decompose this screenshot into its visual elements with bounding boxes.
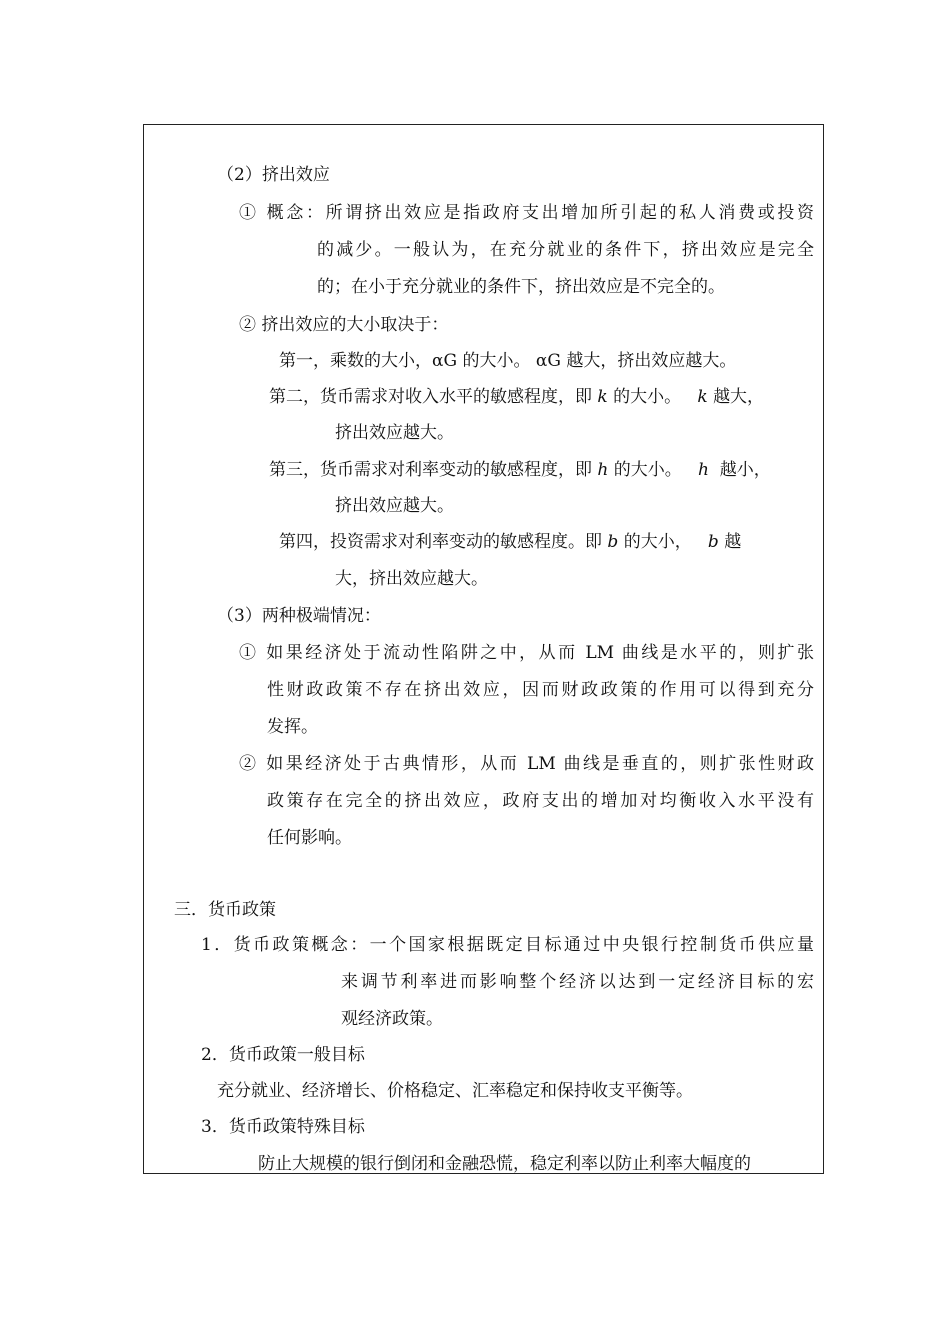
factor-second: 第二，货币需求对收入水平的敏感程度，即 k 的大小。 k 越大， bbox=[269, 387, 765, 407]
extreme-case-2-line-3: 任何影响。 bbox=[267, 828, 352, 848]
concept-line-2: 的减少。一般认为，在充分就业的条件下，挤出效应是完全 bbox=[317, 240, 814, 260]
extreme-case-2-line-1: ② 如果经济处于古典情形，从而 LM 曲线是垂直的，则扩张性财政 bbox=[239, 754, 814, 774]
section-heading-crowding-out: （2）挤出效应 bbox=[217, 165, 330, 185]
special-goals-heading: 3．货币政策特殊目标 bbox=[201, 1117, 365, 1137]
monetary-concept-line-1: 1．货币政策概念：一个国家根据既定目标通过中央银行控制货币供应量 bbox=[201, 935, 814, 955]
concept-line-1: ① 概念：所谓挤出效应是指政府支出增加所引起的私人消费或投资 bbox=[239, 203, 814, 223]
general-goals-heading: 2．货币政策一般目标 bbox=[201, 1045, 365, 1065]
factor-third-cont: 挤出效应越大。 bbox=[335, 496, 454, 516]
monetary-concept-line-3: 观经济政策。 bbox=[341, 1009, 443, 1029]
general-goals-text: 充分就业、经济增长、价格稳定、汇率稳定和保持收支平衡等。 bbox=[217, 1081, 693, 1101]
extreme-case-1-line-3: 发挥。 bbox=[267, 717, 318, 737]
factor-third: 第三，货币需求对利率变动的敏感程度，即 h 的大小。 h 越小， bbox=[269, 460, 771, 480]
document-frame bbox=[143, 124, 824, 1174]
section-heading-extremes: （3）两种极端情况： bbox=[217, 606, 381, 626]
extreme-case-1-line-1: ① 如果经济处于流动性陷阱之中，从而 LM 曲线是水平的，则扩张 bbox=[239, 643, 814, 663]
concept-line-3: 的；在小于充分就业的条件下，挤出效应是不完全的。 bbox=[317, 277, 725, 297]
extreme-case-1-line-2: 性财政政策不存在挤出效应，因而财政政策的作用可以得到充分 bbox=[267, 680, 814, 700]
factor-first: 第一，乘数的大小，αG 的大小。 αG 越大，挤出效应越大。 bbox=[279, 351, 737, 371]
factor-fourth-cont: 大，挤出效应越大。 bbox=[335, 569, 488, 589]
factor-fourth: 第四，投资需求对利率变动的敏感程度。即 b 的大小， b 越 bbox=[279, 532, 742, 552]
section-heading-monetary: 三．货币政策 bbox=[174, 900, 276, 920]
factors-heading: ② 挤出效应的大小取决于： bbox=[239, 315, 449, 335]
factor-second-cont: 挤出效应越大。 bbox=[335, 423, 454, 443]
monetary-concept-line-2: 来调节利率进而影响整个经济以达到一定经济目标的宏 bbox=[341, 972, 814, 992]
special-goals-text: 防止大规模的银行倒闭和金融恐慌，稳定利率以防止利率大幅度的 bbox=[258, 1154, 751, 1174]
extreme-case-2-line-2: 政策存在完全的挤出效应，政府支出的增加对均衡收入水平没有 bbox=[267, 791, 814, 811]
